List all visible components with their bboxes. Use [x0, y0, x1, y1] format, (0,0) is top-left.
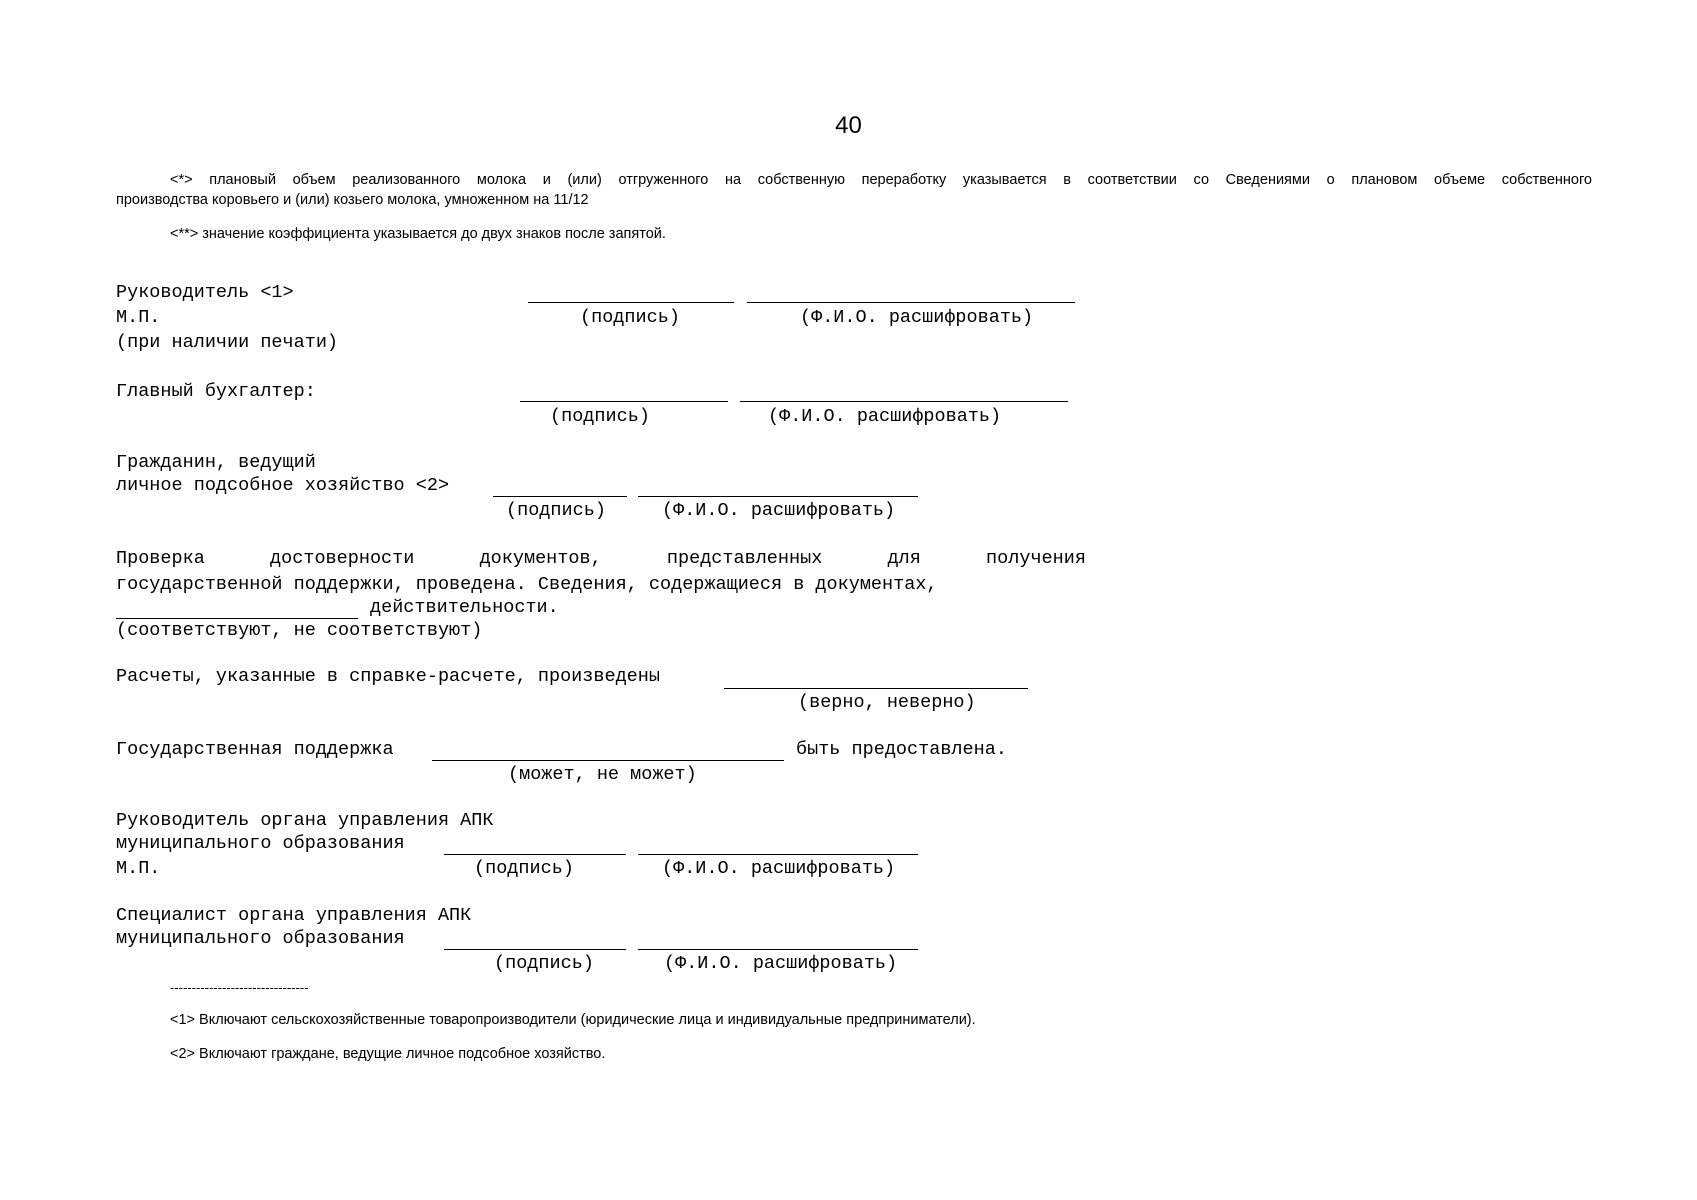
verification-word: получения	[986, 548, 1086, 569]
apk-specialist-signature-line[interactable]	[444, 949, 626, 950]
apk-head-signature-hint: (подпись)	[474, 858, 574, 879]
verification-line-3: действительности.	[370, 597, 559, 618]
page-number: 40	[835, 112, 862, 139]
apk-specialist-name-line[interactable]	[638, 949, 918, 950]
note-coefficient: <**> значение коэффициента указывается до двух знаков после запятой.	[170, 226, 666, 242]
verification-word: Проверка	[116, 548, 205, 569]
chief-accountant-signature-line[interactable]	[520, 401, 728, 402]
note-planned-volume	[116, 170, 1592, 210]
citizen-name-hint: (Ф.И.О. расшифровать)	[662, 500, 896, 521]
apk-head-label-line-1: Руководитель органа управления АПК	[116, 810, 494, 831]
chief-accountant-name-line[interactable]	[740, 401, 1068, 402]
support-label: Государственная поддержка	[116, 739, 394, 760]
note-planned-volume-line-2: производства коровьего и (или) козьего молока, умноженном на 11/12	[116, 192, 589, 208]
citizen-signature-hint: (подпись)	[506, 500, 606, 521]
support-decision-line[interactable]	[432, 760, 784, 761]
head-stamp: М.П.	[116, 307, 161, 328]
apk-head-label-line-2: муниципального образования	[116, 833, 405, 854]
calculations-result-line[interactable]	[724, 688, 1028, 689]
head-signature-hint: (подпись)	[580, 307, 680, 328]
citizen-signature-line[interactable]	[493, 496, 627, 497]
support-options-hint: (может, не может)	[508, 764, 697, 785]
support-suffix: быть предоставлена.	[796, 739, 1007, 760]
citizen-label-line-2: личное подсобное хозяйство <2>	[116, 475, 450, 496]
apk-specialist-label-line-2: муниципального образования	[116, 928, 405, 949]
chief-accountant-label: Главный бухгалтер:	[116, 381, 316, 402]
verification-options-hint: (соответствуют, не соответствуют)	[116, 620, 483, 641]
verification-word: для	[887, 548, 921, 569]
verification-result-line[interactable]	[116, 618, 358, 619]
head-name-hint: (Ф.И.О. расшифровать)	[800, 307, 1034, 328]
calculations-options-hint: (верно, неверно)	[798, 692, 976, 713]
apk-specialist-name-hint: (Ф.И.О. расшифровать)	[664, 953, 898, 974]
footnote-separator: --------------------------------	[170, 980, 309, 995]
chief-accountant-name-hint: (Ф.И.О. расшифровать)	[768, 406, 1002, 427]
apk-specialist-signature-hint: (подпись)	[494, 953, 594, 974]
verification-line-1	[116, 548, 1086, 570]
head-stamp-note: (при наличии печати)	[116, 332, 339, 353]
verification-line-2: государственной поддержки, проведена. Сведения, содержащиеся в документах,	[116, 574, 938, 595]
apk-head-name-line[interactable]	[638, 854, 918, 855]
head-label: Руководитель <1>	[116, 282, 294, 303]
footnote-2: <2> Включают граждане, ведущие личное подсобное хозяйство.	[170, 1046, 606, 1062]
verification-word: представленных	[666, 548, 823, 569]
chief-accountant-signature-hint: (подпись)	[550, 406, 650, 427]
head-name-line[interactable]	[747, 302, 1075, 303]
head-signature-line[interactable]	[528, 302, 734, 303]
note-planned-volume-line-1: <*> плановый объем реализованного молока и (или) отгруженного на собственную переработку указывается в соответствии со Сведениями о плановом объеме собственного	[170, 172, 1592, 188]
verification-word: документов,	[479, 548, 602, 569]
apk-head-name-hint: (Ф.И.О. расшифровать)	[662, 858, 896, 879]
calculations-label: Расчеты, указанные в справке-расчете, произведены	[116, 666, 660, 687]
citizen-name-line[interactable]	[638, 496, 918, 497]
verification-word: достоверности	[270, 548, 415, 569]
apk-head-stamp: М.П.	[116, 858, 161, 879]
apk-head-signature-line[interactable]	[444, 854, 626, 855]
citizen-label-line-1: Гражданин, ведущий	[116, 452, 316, 473]
footnote-1: <1> Включают сельскохозяйственные товаропроизводители (юридические лица и индивидуальные предприниматели).	[170, 1012, 976, 1028]
apk-specialist-label-line-1: Специалист органа управления АПК	[116, 905, 472, 926]
